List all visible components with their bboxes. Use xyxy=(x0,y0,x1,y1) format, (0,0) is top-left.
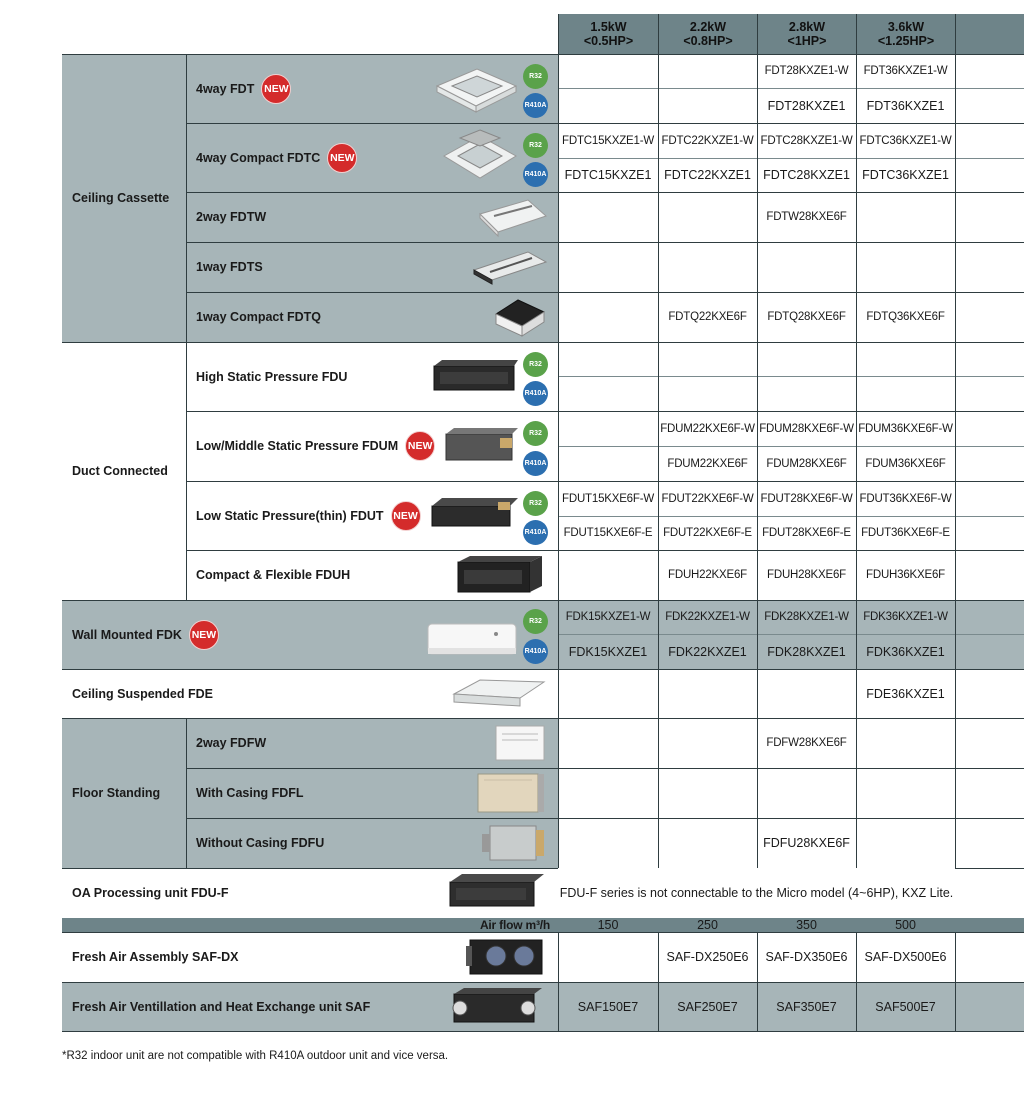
cassette-1way-image xyxy=(470,246,548,288)
airflow-value: 150 xyxy=(597,918,619,932)
product-fdum: Low/Middle Static Pressure FDUM NEW xyxy=(186,411,446,481)
model-cell: FDT28KXZE1 xyxy=(767,98,846,113)
airflow-value: 500 xyxy=(895,918,916,932)
column-header-3: 2.8kW <1HP> xyxy=(757,14,856,54)
r32-icon: R32 xyxy=(523,64,548,89)
fresh-air-assembly-image xyxy=(466,934,548,980)
model-cell: FDK28KXZE1-W xyxy=(764,611,849,623)
ceiling-suspended-image xyxy=(450,676,546,712)
product-fdts: 1way FDTS xyxy=(196,260,263,274)
floor-fdfl-image xyxy=(474,770,546,816)
model-cell: FDFU28KXE6F xyxy=(763,836,850,850)
model-cell: FDTC22KXZE1-W xyxy=(661,134,754,147)
new-badge: NEW xyxy=(327,143,357,173)
model-cell: FDK15KXZE1 xyxy=(568,644,648,659)
duct-fduh-image xyxy=(456,554,546,596)
model-cell: FDUT36KXE6F-W xyxy=(859,492,952,505)
model-cell: FDK36KXZE1 xyxy=(866,644,945,659)
column-header-blank xyxy=(955,14,1024,54)
product-fdfl: With Casing FDFL xyxy=(196,786,304,800)
r410a-icon: R410A xyxy=(523,639,548,664)
r410a-icon: R410A xyxy=(523,381,548,406)
r410a-icon: R410A xyxy=(523,93,548,118)
product-fdtw: 2way FDTW xyxy=(196,210,267,224)
model-cell: FDFW28KXE6F xyxy=(766,737,847,749)
model-cell: FDUM28KXE6F xyxy=(766,457,847,470)
category-wall-mounted: Wall Mounted FDK NEW xyxy=(62,600,362,669)
fresh-air-ventilation-image xyxy=(446,986,542,1028)
model-cell: FDUH28KXE6F xyxy=(767,569,846,581)
r410a-icon: R410A xyxy=(523,162,548,187)
model-cell: FDTC15KXZE1-W xyxy=(562,134,654,147)
model-cell: FDTC15KXZE1 xyxy=(564,168,652,182)
duct-fdu-image xyxy=(432,358,518,396)
column-header-2: 2.2kW <0.8HP> xyxy=(658,14,757,54)
model-cell: FDK15KXZE1-W xyxy=(565,611,651,623)
model-cell: FDK22KXZE1 xyxy=(668,644,747,659)
new-badge: NEW xyxy=(391,501,421,531)
airflow-value: 250 xyxy=(697,918,718,932)
model-cell: FDUT22KXE6F-W xyxy=(661,492,754,505)
airflow-value: 350 xyxy=(796,918,817,932)
airflow-label: Air flow m³/h xyxy=(479,918,550,932)
model-cell: FDUH36KXE6F xyxy=(866,569,945,581)
model-cell: FDT36KXZE1-W xyxy=(863,65,948,77)
product-fdt: 4way FDT NEW xyxy=(186,54,436,123)
floor-fdfw-image xyxy=(494,722,548,764)
category-duct-connected: Duct Connected xyxy=(72,464,168,478)
r32-icon: R32 xyxy=(523,421,548,446)
model-cell: FDK28KXZE1 xyxy=(767,644,846,659)
column-header-1: 1.5kW <0.5HP> xyxy=(558,14,658,54)
model-cell: FDTC36KXZE1 xyxy=(862,168,949,182)
model-cell: FDUT28KXE6F-E xyxy=(762,527,851,539)
model-cell: FDTW28KXE6F xyxy=(766,211,847,223)
model-cell: SAF-DX500E6 xyxy=(864,950,947,964)
model-cell: FDUT15KXE6F-W xyxy=(562,492,654,505)
model-cell: FDUT15KXE6F-E xyxy=(563,527,653,539)
cassette-compact-image xyxy=(440,128,518,186)
model-cell: FDUM36KXE6F-W xyxy=(858,422,953,435)
duct-fdum-image xyxy=(444,424,518,466)
cassette-2way-image xyxy=(476,196,548,238)
new-badge: NEW xyxy=(189,620,219,650)
new-badge: NEW xyxy=(261,74,291,104)
oa-processing-image xyxy=(448,870,544,912)
oa-note: FDU-F series is not connectable to the Micro model (4~6HP), KXZ Lite. xyxy=(558,868,955,918)
floor-fdfu-image xyxy=(480,820,550,866)
model-cell: FDUH22KXE6F xyxy=(668,569,747,581)
model-cell: SAF350E7 xyxy=(776,1000,837,1014)
model-cell: FDTC22KXZE1 xyxy=(664,168,751,182)
column-header-4: 3.6kW <1.25HP> xyxy=(856,14,955,54)
category-oa-processing: OA Processing unit FDU-F xyxy=(72,886,229,900)
r32-icon: R32 xyxy=(523,133,548,158)
model-cell: SAF150E7 xyxy=(577,1000,639,1014)
model-cell: SAF-DX250E6 xyxy=(666,950,749,964)
model-cell: SAF500E7 xyxy=(875,1000,936,1014)
new-badge: NEW xyxy=(405,431,435,461)
category-ceiling-cassette: Ceiling Cassette xyxy=(72,191,170,205)
model-cell: FDT28KXZE1-W xyxy=(764,65,849,77)
model-cell: FDUM22KXE6F xyxy=(667,457,748,470)
product-fdu: High Static Pressure FDU xyxy=(196,369,348,384)
product-fdut: Low Static Pressure(thin) FDUT NEW xyxy=(186,481,426,550)
r410a-icon: R410A xyxy=(523,451,548,476)
r32-icon: R32 xyxy=(523,609,548,634)
duct-fdut-image xyxy=(430,494,518,534)
model-cell: FDUT22KXE6F-E xyxy=(663,527,752,539)
r32-icon: R32 xyxy=(523,352,548,377)
model-cell: FDUM22KXE6F-W xyxy=(660,422,755,435)
model-cell: FDTQ28KXE6F xyxy=(767,311,846,323)
cassette-1way-compact-image xyxy=(492,296,548,338)
product-fdtq: 1way Compact FDTQ xyxy=(196,310,322,324)
product-fduh: Compact & Flexible FDUH xyxy=(196,568,351,582)
r410a-icon: R410A xyxy=(523,520,548,545)
model-cell: FDUT28KXE6F-W xyxy=(760,492,853,505)
model-cell: FDTQ22KXE6F xyxy=(668,311,747,323)
model-cell: FDUT36KXE6F-E xyxy=(861,527,950,539)
model-cell: SAF-DX350E6 xyxy=(765,950,848,964)
model-cell: FDT36KXZE1 xyxy=(866,98,945,113)
model-cell: FDK22KXZE1-W xyxy=(665,611,750,623)
model-cell: FDTC36KXZE1-W xyxy=(859,134,952,147)
category-ceiling-suspended: Ceiling Suspended FDE xyxy=(72,686,213,701)
model-cell: FDTQ36KXE6F xyxy=(866,311,945,323)
category-fresh-air-assembly: Fresh Air Assembly SAF-DX xyxy=(72,950,239,964)
model-cell: FDTC28KXZE1 xyxy=(763,168,850,182)
model-cell: FDUM28KXE6F-W xyxy=(759,422,854,435)
model-cell: FDK36KXZE1-W xyxy=(863,611,948,623)
model-cell: FDUM36KXE6F xyxy=(865,457,946,470)
product-fdtc: 4way Compact FDTC NEW xyxy=(186,123,436,192)
r32-icon: R32 xyxy=(523,491,548,516)
model-cell: SAF250E7 xyxy=(677,1000,738,1014)
product-fdfw: 2way FDFW xyxy=(196,736,267,750)
model-cell: FDE36KXZE1 xyxy=(866,686,945,701)
wall-mounted-image xyxy=(426,620,518,658)
footnote: *R32 indoor unit are not compatible with R410A outdoor unit and vice versa. xyxy=(62,1050,449,1062)
product-fdfu: Without Casing FDFU xyxy=(196,836,325,850)
category-floor-standing: Floor Standing xyxy=(72,786,161,800)
cassette-4way-image xyxy=(432,64,518,114)
model-cell: FDTC28KXZE1-W xyxy=(760,134,853,147)
category-fresh-air-ventilation: Fresh Air Ventillation and Heat Exchange unit SAF xyxy=(72,1000,371,1014)
